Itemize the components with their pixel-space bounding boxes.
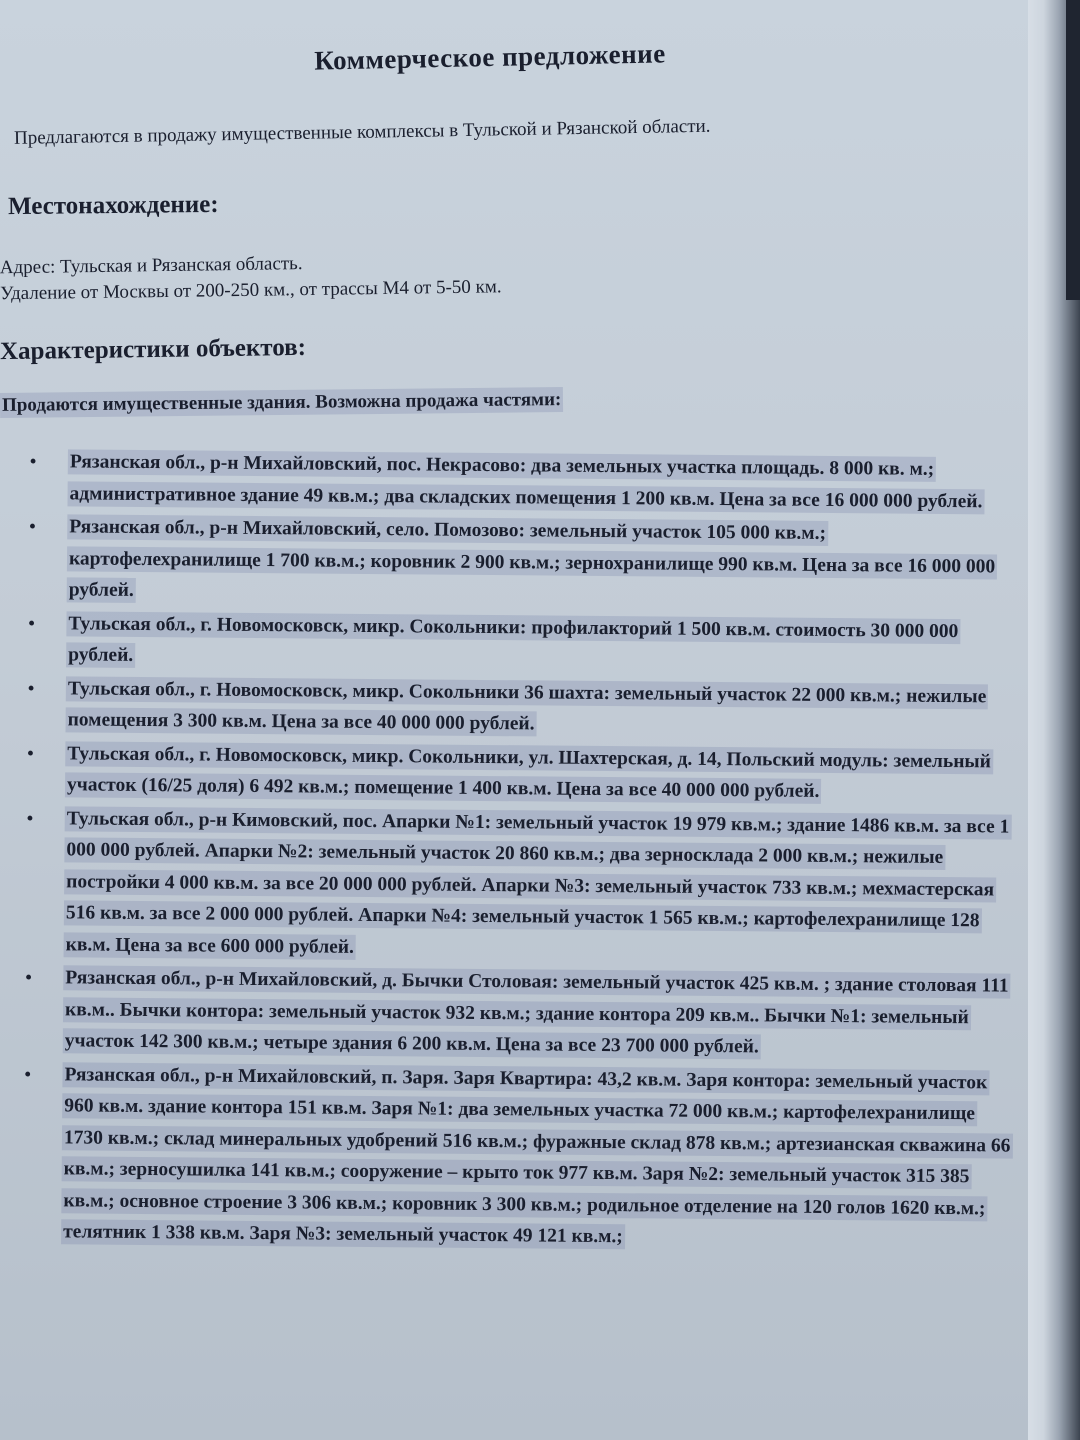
page-edge-shadow	[1066, 0, 1080, 300]
list-item-text: Рязанская обл., р-н Михайловский, д. Бычки Столовая: земельный участок 425 кв.м. ; здание столовая 111 кв.м.. Бычки контора: земельный участок 932 кв.м.; здание контора 209 кв.м.. Бычки №1: земельный участок 142 300 кв.м.; четыре здания 6 200 кв.м. Цена за все 23 700 000 рублей.	[63, 965, 1011, 1059]
list-item-text: Рязанская обл., р-н Михайловский, п. Заря. Заря Квартира: 43,2 кв.м. Заря контора: земельный участок 960 кв.м. здание контора 151 кв.м. Заря №1: два земельных участка 72 000 кв.м.; картофелехранилище 1730 кв.м.; склад минеральных удобрений 516 кв.м.; фуражные склад 878 кв.м.; артезианская скважина 66 кв.м.; зерносушилка 141 кв.м.; сооружение – крыто ток 977 кв.м. Заря №2: земельный участок 315 385 кв.м.; основное строение 3 306 кв.м.; коровник 3 300 кв.м.; родильное отделение на 120 голов 1620 кв.м.; телятник 1 338 кв.м. Заря №3: земельный участок 49 121 кв.м.;	[61, 1062, 1013, 1249]
list-item-text: Тульская обл., г. Новомосковск, микр. Сокольники 36 шахта: земельный участок 22 000 кв.м.; нежилые помещения 3 300 кв.м. Цена за все 40 000 000 рублей.	[66, 676, 989, 737]
address-line: Адрес: Тульская и Рязанская область.	[0, 253, 303, 279]
bullet-icon: •	[26, 807, 34, 828]
list-item	[28, 607, 1019, 679]
bullet-icon: •	[29, 515, 36, 537]
sale-note	[0, 389, 563, 417]
bullet-icon: •	[27, 742, 34, 763]
list-item	[25, 962, 1016, 1065]
list-item	[26, 802, 1017, 968]
bullet-icon: •	[29, 450, 37, 472]
bullet-icon: •	[24, 1063, 31, 1084]
list-item-text: Тульская обл., р-н Кимовский, пос. Апарки №1: земельный участок 19 979 кв.м.; здание 1486 кв.м. за все 1 000 000 рублей. Апарки №2: земельный участок 20 860 кв.м.; два зерносклада 2 000 кв.м.; нежилые постройки 4 000 кв.м. за все 20 000 000 рублей. Апарки №3: земельный участок 733 кв.м.; мехмастерская 516 кв.м. за все 2 000 000 рублей. Апарки №4: земельный участок 1 565 кв.м.; картофелехранилище 128 кв.м. Цена за все 600 000 рублей.	[64, 806, 1012, 960]
address-block	[0, 245, 760, 308]
list-item	[29, 511, 1020, 614]
list-item	[23, 1058, 1015, 1256]
document-title: Коммерческое предложение	[313, 38, 666, 76]
list-item-text: Рязанская обл., р-н Михайловский, пос. Некрасово: два земельных участка площадь. 8 000 кв. м.; административное здание 49 кв.м.; два складских помещения 1 200 кв.м. Цена за все 16 000 000 рублей.	[67, 449, 984, 513]
distance-line: Удаление от Москвы от 200-250 км., от трассы М4 от 5-50 км.	[0, 276, 502, 305]
bullet-icon: •	[28, 612, 35, 633]
list-item	[27, 672, 1018, 744]
list-item	[29, 446, 1020, 518]
list-item-text: Тульская обл., г. Новомосковск, микр. Сокольники, ул. Шахтерская, д. 14, Польский модуль: земельный участок (16/25 доля) 6 492 кв.м.; помещение 1 400 кв.м. Цена за все 40 000 000 рублей.	[65, 741, 993, 804]
characteristics-heading: Характеристики объектов:	[0, 333, 307, 366]
list-item-text: Тульская обл., г. Новомосковск, микр. Сокольники: профилакторий 1 500 кв.м. стоимость 30 000 000 рублей.	[66, 611, 960, 668]
bullet-icon: •	[27, 677, 35, 698]
list-item	[27, 737, 1018, 809]
sale-note-text: Продаются имущественные здания. Возможна продажа частями:	[0, 387, 563, 418]
property-list	[23, 446, 1020, 1258]
list-item-text: Рязанская обл., р-н Михайловский, село. Помозово: земельный участок 105 000 кв.м.; картофелехранилище 1 700 кв.м.; коровник 2 900 кв.м.; зернохранилище 990 кв.м. Цена за все 16 000 000 рублей.	[67, 514, 998, 603]
intro-text: Предлагаются в продажу имущественные комплексы в Тульской и Рязанской области.	[13, 115, 711, 149]
location-heading: Местонахождение:	[7, 190, 219, 221]
bullet-icon: •	[25, 966, 32, 988]
